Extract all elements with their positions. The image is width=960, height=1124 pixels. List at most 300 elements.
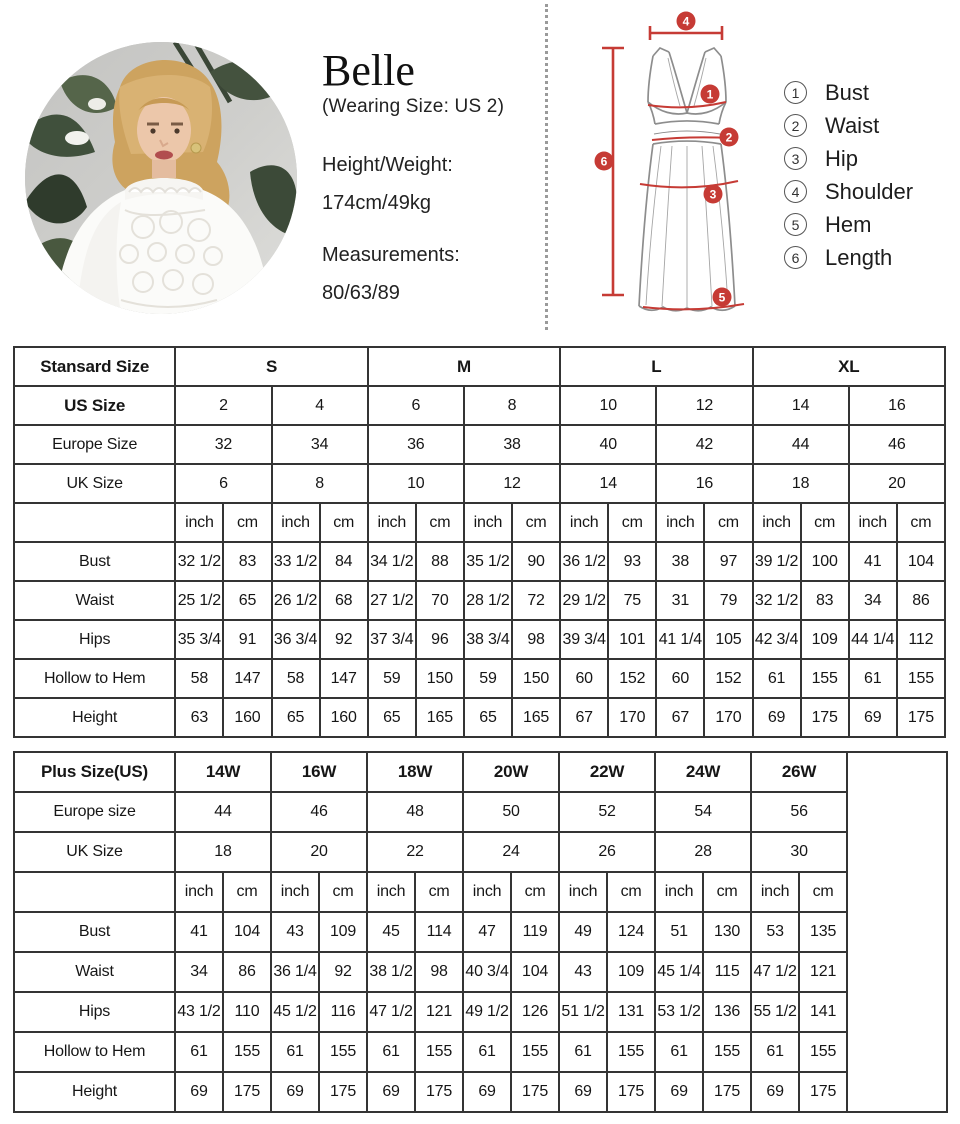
unit-header: cm: [799, 872, 847, 912]
measurement-value: 53 1/2: [655, 992, 703, 1032]
unit-header: inch: [367, 872, 415, 912]
measurement-value: 41: [175, 912, 223, 952]
size-group-header: L: [560, 347, 752, 386]
measurement-value: 41 1/4: [656, 620, 704, 659]
size-value: 26: [559, 832, 655, 872]
wearing-size: (Wearing Size: US 2): [322, 96, 505, 118]
size-value: 56: [751, 792, 847, 832]
unit-header: cm: [223, 503, 271, 542]
measurement-value: 69: [849, 698, 897, 737]
measurement-value: 36 1/4: [271, 952, 319, 992]
size-value: 22: [367, 832, 463, 872]
size-value: 8: [464, 386, 560, 425]
measurement-value: 61: [753, 659, 801, 698]
size-value: 6: [368, 386, 464, 425]
measurement-value: 98: [512, 620, 560, 659]
size-value: 54: [655, 792, 751, 832]
unit-header: cm: [320, 503, 368, 542]
measurement-value: 121: [415, 992, 463, 1032]
measurement-value: 67: [656, 698, 704, 737]
model-photo: [25, 42, 297, 314]
measurement-value: 86: [897, 581, 945, 620]
measurement-value: 51: [655, 912, 703, 952]
table-row: [14, 503, 945, 542]
unit-header: inch: [559, 872, 607, 912]
measurement-value: 65: [223, 581, 271, 620]
table-title: Stansard Size: [14, 347, 175, 386]
height-weight-label: Height/Weight:: [322, 154, 453, 177]
measurement-value: 135: [799, 912, 847, 952]
measurement-value: 34 1/2: [368, 542, 416, 581]
measurement-value: 61: [655, 1032, 703, 1072]
measurement-value: 79: [704, 581, 752, 620]
measurement-value: 61: [751, 1032, 799, 1072]
row-label: Hips: [14, 620, 175, 659]
measurement-value: 155: [223, 1032, 271, 1072]
legend-item-hem: 5 Hem: [784, 208, 913, 241]
measurement-value: 175: [607, 1072, 655, 1112]
callout-hem: 5: [718, 290, 726, 305]
size-value: 10: [560, 386, 656, 425]
measurement-value: 98: [415, 952, 463, 992]
measurement-value: 25 1/2: [175, 581, 223, 620]
measurement-value: 69: [175, 1072, 223, 1112]
row-label: Bust: [14, 542, 175, 581]
measurement-value: 126: [511, 992, 559, 1032]
circled-number-icon: 2: [784, 114, 807, 137]
measurement-value: 26 1/2: [272, 581, 320, 620]
measurement-value: 114: [415, 912, 463, 952]
measurement-value: 155: [703, 1032, 751, 1072]
measurement-value: 141: [799, 992, 847, 1032]
dress-diagram: [548, 0, 780, 332]
model-name: Belle: [322, 46, 415, 95]
unit-header: inch: [175, 503, 223, 542]
measurement-value: 131: [607, 992, 655, 1032]
size-value: 2: [175, 386, 271, 425]
measurement-value: 49 1/2: [463, 992, 511, 1032]
measurement-value: 83: [223, 542, 271, 581]
measurement-value: 160: [320, 698, 368, 737]
measurement-value: 42 3/4: [753, 620, 801, 659]
measurement-value: 175: [801, 698, 849, 737]
table-row: [14, 952, 947, 992]
measurement-value: 155: [607, 1032, 655, 1072]
measurement-value: 38 3/4: [464, 620, 512, 659]
table-row: [14, 698, 945, 737]
measurement-value: 155: [799, 1032, 847, 1072]
measurement-value: 97: [704, 542, 752, 581]
measurement-value: 45: [367, 912, 415, 952]
measurements-value: 80/63/89: [322, 282, 400, 305]
unit-header: cm: [512, 503, 560, 542]
legend-item-waist: 2 Waist: [784, 109, 913, 142]
legend-item-length: 6 Length: [784, 241, 913, 274]
row-label: Europe Size: [14, 425, 175, 464]
size-value: 48: [367, 792, 463, 832]
measurement-value: 59: [368, 659, 416, 698]
measurement-value: 86: [223, 952, 271, 992]
measurement-value: 45 1/4: [655, 952, 703, 992]
size-value: 14: [560, 464, 656, 503]
size-group-header: S: [175, 347, 367, 386]
table-row: [14, 347, 945, 386]
measurement-value: 36 1/2: [560, 542, 608, 581]
size-value: 12: [464, 464, 560, 503]
measurement-value: 61: [463, 1032, 511, 1072]
measurement-value: 61: [367, 1032, 415, 1072]
measurement-value: 68: [320, 581, 368, 620]
unit-header: inch: [753, 503, 801, 542]
unit-header: inch: [849, 503, 897, 542]
measurement-value: 150: [416, 659, 464, 698]
measurement-value: 75: [608, 581, 656, 620]
measurement-value: 91: [223, 620, 271, 659]
unit-header: cm: [607, 872, 655, 912]
size-group-header: 20W: [463, 752, 559, 792]
measurement-value: 31: [656, 581, 704, 620]
row-label: UK Size: [14, 832, 175, 872]
table-row: [14, 752, 947, 792]
callout-hip: 3: [709, 187, 717, 202]
measurement-value: 69: [367, 1072, 415, 1112]
standard-size-table: [13, 346, 946, 738]
measurement-value: 92: [320, 620, 368, 659]
measurement-value: 96: [416, 620, 464, 659]
measurement-value: 58: [272, 659, 320, 698]
measurement-value: 28 1/2: [464, 581, 512, 620]
measurement-value: 47: [463, 912, 511, 952]
measurement-value: 175: [703, 1072, 751, 1112]
measurement-value: 49: [559, 912, 607, 952]
size-value: 50: [463, 792, 559, 832]
unit-header: inch: [368, 503, 416, 542]
size-value: 46: [849, 425, 945, 464]
measurement-value: 61: [175, 1032, 223, 1072]
measurement-value: 121: [799, 952, 847, 992]
measurement-value: 53: [751, 912, 799, 952]
callout-shoulder: 4: [682, 14, 690, 29]
measurement-value: 112: [897, 620, 945, 659]
size-group-header: 26W: [751, 752, 847, 792]
measurement-value: 130: [703, 912, 751, 952]
table-title: Plus Size(US): [14, 752, 175, 792]
table-row: [14, 620, 945, 659]
size-value: 18: [753, 464, 849, 503]
measurement-value: 65: [464, 698, 512, 737]
unit-header: inch: [464, 503, 512, 542]
measurement-value: 155: [511, 1032, 559, 1072]
size-group-header: 18W: [367, 752, 463, 792]
table-row: [14, 386, 945, 425]
unit-header: cm: [511, 872, 559, 912]
size-group-header: 22W: [559, 752, 655, 792]
measurement-value: 59: [464, 659, 512, 698]
dress-outline: [639, 48, 735, 311]
row-label: UK Size: [14, 464, 175, 503]
measurement-value: 92: [319, 952, 367, 992]
unit-header: inch: [272, 503, 320, 542]
measurement-value: 63: [175, 698, 223, 737]
measurement-value: 38: [656, 542, 704, 581]
measurement-value: 65: [368, 698, 416, 737]
measurement-value: 60: [560, 659, 608, 698]
size-group-header: XL: [753, 347, 946, 386]
measurement-value: 155: [319, 1032, 367, 1072]
measurement-value: 104: [511, 952, 559, 992]
measurement-value: 32 1/2: [753, 581, 801, 620]
unit-header: cm: [223, 872, 271, 912]
unit-header: inch: [751, 872, 799, 912]
unit-header: inch: [175, 872, 223, 912]
measurement-value: 27 1/2: [368, 581, 416, 620]
measurement-value: 36 3/4: [272, 620, 320, 659]
measurement-value: 109: [607, 952, 655, 992]
unit-header: cm: [801, 503, 849, 542]
row-label: Waist: [14, 952, 175, 992]
measurement-value: 40 3/4: [463, 952, 511, 992]
measurement-value: 32 1/2: [175, 542, 223, 581]
measurement-value: 175: [897, 698, 945, 737]
unit-header: inch: [560, 503, 608, 542]
measurement-value: 37 3/4: [368, 620, 416, 659]
circled-number-icon: 4: [784, 180, 807, 203]
measurement-value: 175: [223, 1072, 271, 1112]
unit-header: cm: [704, 503, 752, 542]
size-value: 46: [271, 792, 367, 832]
measurement-value: 69: [753, 698, 801, 737]
row-label: Hollow to Hem: [14, 1032, 175, 1072]
measurement-value: 43: [271, 912, 319, 952]
measurement-value: 34: [849, 581, 897, 620]
measurement-value: 43: [559, 952, 607, 992]
measurement-value: 110: [223, 992, 271, 1032]
size-value: 40: [560, 425, 656, 464]
row-label: US Size: [14, 386, 175, 425]
size-value: 6: [175, 464, 271, 503]
size-value: 8: [272, 464, 368, 503]
measurement-value: 45 1/2: [271, 992, 319, 1032]
measurement-value: 33 1/2: [272, 542, 320, 581]
measurement-value: 69: [463, 1072, 511, 1112]
callout-waist: 2: [725, 130, 733, 145]
table-row: [14, 872, 947, 912]
measurement-value: 47 1/2: [367, 992, 415, 1032]
size-group-header: 24W: [655, 752, 751, 792]
standard-size-table-body: [14, 347, 945, 737]
measurement-value: 165: [512, 698, 560, 737]
table-row: [14, 992, 947, 1032]
unit-header: inch: [271, 872, 319, 912]
measurement-value: 155: [897, 659, 945, 698]
measurement-value: 101: [608, 620, 656, 659]
size-value: 4: [272, 386, 368, 425]
measurement-value: 165: [416, 698, 464, 737]
measurement-value: 39 1/2: [753, 542, 801, 581]
measurement-value: 35 1/2: [464, 542, 512, 581]
model-info: [322, 48, 542, 326]
measurement-value: 72: [512, 581, 560, 620]
unit-header: cm: [703, 872, 751, 912]
size-group-header: 14W: [175, 752, 271, 792]
row-label: Hollow to Hem: [14, 659, 175, 698]
table-row: [14, 464, 945, 503]
unit-header: cm: [897, 503, 945, 542]
measurement-value: 152: [704, 659, 752, 698]
measurement-value: 69: [271, 1072, 319, 1112]
dress-diagram-svg: [548, 0, 780, 332]
unit-header: cm: [415, 872, 463, 912]
circled-number-icon: 6: [784, 246, 807, 269]
measurement-value: 136: [703, 992, 751, 1032]
size-value: 16: [849, 386, 945, 425]
measurement-value: 116: [319, 992, 367, 1032]
measurement-value: 124: [607, 912, 655, 952]
unit-header: inch: [656, 503, 704, 542]
table-row: [14, 1032, 947, 1072]
table-row: [14, 659, 945, 698]
size-value: 36: [368, 425, 464, 464]
unit-header: inch: [463, 872, 511, 912]
measurement-value: 84: [320, 542, 368, 581]
circled-number-icon: 3: [784, 147, 807, 170]
size-value: 52: [559, 792, 655, 832]
table-row: [14, 425, 945, 464]
table-row: [14, 792, 947, 832]
measurement-value: 152: [608, 659, 656, 698]
size-value: 32: [175, 425, 271, 464]
measurement-value: 60: [656, 659, 704, 698]
table-row: [14, 912, 947, 952]
measurement-value: 100: [801, 542, 849, 581]
plus-size-table-body: [14, 752, 947, 1112]
measurement-value: 83: [801, 581, 849, 620]
unit-header: cm: [319, 872, 367, 912]
size-group-header: 16W: [271, 752, 367, 792]
size-value: 38: [464, 425, 560, 464]
legend-item-shoulder: 4 Shoulder: [784, 175, 913, 208]
measurement-value: 41: [849, 542, 897, 581]
row-label: Europe size: [14, 792, 175, 832]
diagram-callouts: [595, 12, 739, 307]
unit-header: inch: [655, 872, 703, 912]
measurement-value: 58: [175, 659, 223, 698]
measurement-value: 69: [655, 1072, 703, 1112]
measurement-value: 43 1/2: [175, 992, 223, 1032]
size-value: 34: [272, 425, 368, 464]
row-label: Bust: [14, 912, 175, 952]
model-photo-illustration: [25, 42, 297, 314]
measurement-value: 69: [559, 1072, 607, 1112]
row-label: Hips: [14, 992, 175, 1032]
size-value: 42: [656, 425, 752, 464]
measurement-value: 61: [271, 1032, 319, 1072]
measurement-value: 150: [512, 659, 560, 698]
empty-cell: [14, 872, 175, 912]
row-label: Waist: [14, 581, 175, 620]
size-value: 12: [656, 386, 752, 425]
unit-header: cm: [416, 503, 464, 542]
unit-header: cm: [608, 503, 656, 542]
measurement-value: 155: [801, 659, 849, 698]
measurement-value: 175: [511, 1072, 559, 1112]
legend-item-hip: 3 Hip: [784, 142, 913, 175]
measurement-value: 34: [175, 952, 223, 992]
table-row: [14, 1072, 947, 1112]
measurement-value: 170: [608, 698, 656, 737]
measurement-value: 147: [320, 659, 368, 698]
size-value: 44: [753, 425, 849, 464]
size-value: 28: [655, 832, 751, 872]
size-value: 20: [849, 464, 945, 503]
measurement-value: 105: [704, 620, 752, 659]
table-row: [14, 581, 945, 620]
measurement-value: 51 1/2: [559, 992, 607, 1032]
callout-length: 6: [600, 154, 608, 169]
measurement-value: 104: [223, 912, 271, 952]
measurement-value: 93: [608, 542, 656, 581]
measurement-value: 175: [319, 1072, 367, 1112]
row-label: Height: [14, 1072, 175, 1112]
measurements-label: Measurements:: [322, 244, 460, 267]
measurement-value: 115: [703, 952, 751, 992]
measurement-value: 175: [799, 1072, 847, 1112]
measurement-value: 69: [751, 1072, 799, 1112]
plus-size-table: [13, 751, 948, 1113]
measurement-value: 61: [559, 1032, 607, 1072]
size-value: 10: [368, 464, 464, 503]
table-row: [14, 542, 945, 581]
circled-number-icon: 1: [784, 81, 807, 104]
legend-item-bust: 1 Bust: [784, 76, 913, 109]
measurement-value: 61: [849, 659, 897, 698]
measurement-value: 67: [560, 698, 608, 737]
size-value: 16: [656, 464, 752, 503]
size-group-header: M: [368, 347, 560, 386]
empty-cell: [847, 752, 947, 1112]
size-value: 30: [751, 832, 847, 872]
callout-bust: 1: [706, 87, 714, 102]
measurement-value: 29 1/2: [560, 581, 608, 620]
circled-number-icon: 5: [784, 213, 807, 236]
measurement-value: 119: [511, 912, 559, 952]
measurement-value: 65: [272, 698, 320, 737]
measurement-value: 109: [801, 620, 849, 659]
header-section: [0, 0, 960, 338]
measurement-value: 70: [416, 581, 464, 620]
measurement-value: 175: [415, 1072, 463, 1112]
empty-cell: [14, 503, 175, 542]
measurement-value: 47 1/2: [751, 952, 799, 992]
size-value: 18: [175, 832, 271, 872]
measurement-value: 35 3/4: [175, 620, 223, 659]
size-value: 24: [463, 832, 559, 872]
measurement-value: 38 1/2: [367, 952, 415, 992]
size-value: 14: [753, 386, 849, 425]
measurement-value: 104: [897, 542, 945, 581]
measurement-value: 109: [319, 912, 367, 952]
height-weight-value: 174cm/49kg: [322, 192, 431, 215]
measurement-value: 88: [416, 542, 464, 581]
measurement-value: 39 3/4: [560, 620, 608, 659]
measurement-value: 160: [223, 698, 271, 737]
measurement-value: 147: [223, 659, 271, 698]
row-label: Height: [14, 698, 175, 737]
measurement-value: 55 1/2: [751, 992, 799, 1032]
table-row: [14, 832, 947, 872]
measurement-value: 44 1/4: [849, 620, 897, 659]
measurement-value: 155: [415, 1032, 463, 1072]
